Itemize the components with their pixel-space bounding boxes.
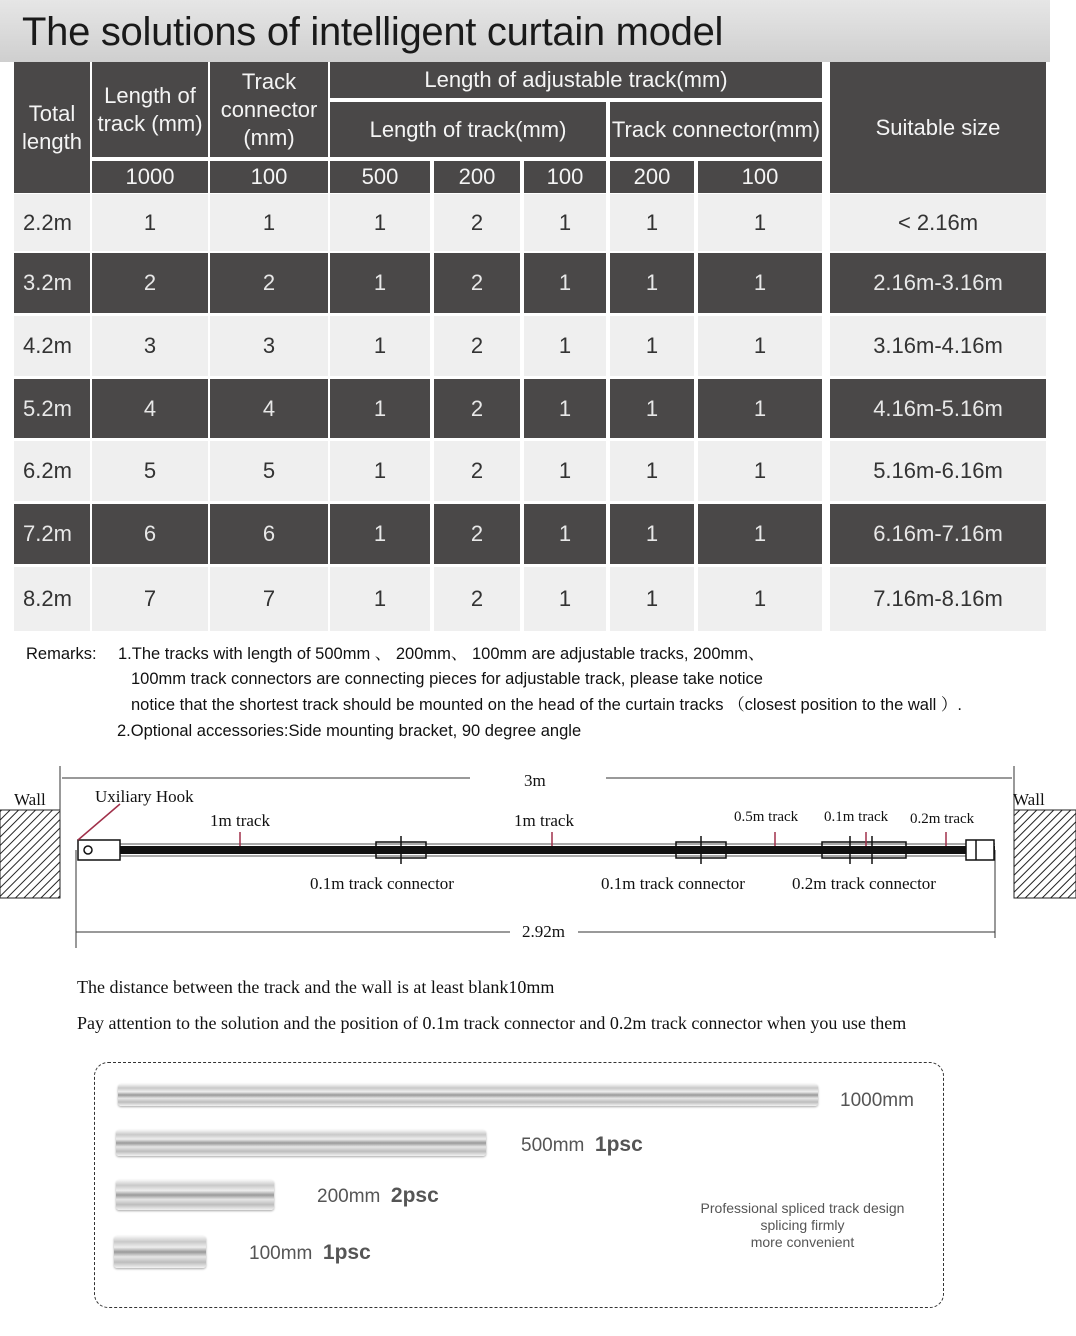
remarks-line-4: 2.Optional accessories:Side mounting bracket, 90 degree angle (117, 722, 582, 740)
table-cell: 1 (330, 567, 430, 631)
header-adj-track-connector: Track connector(mm) (610, 102, 822, 157)
subheader-cell: 100 (210, 161, 328, 193)
slogan (690, 1200, 915, 1251)
hook-label: Uxiliary Hook (95, 787, 194, 806)
subheader-cell: 200 (434, 161, 520, 193)
title-bar (0, 0, 1050, 62)
row-suitable-size: 3.16m-4.16m (830, 316, 1046, 376)
header-track-connector: Track connector (mm) (210, 62, 328, 157)
table-cell: 1 (330, 316, 430, 376)
row-suitable-size: 5.16m-6.16m (830, 441, 1046, 501)
rail-200mm (116, 1180, 274, 1210)
table-cell: 1 (92, 194, 208, 251)
row-total-length: 4.2m (14, 316, 90, 376)
subheader-cell: 100 (698, 161, 822, 193)
track-02-label: 0.2m track (910, 811, 975, 827)
wall-right-label: Wall (1013, 790, 1045, 809)
header-total-length: Total length (14, 62, 90, 193)
table-cell: 3 (210, 316, 328, 376)
table-cell: 1 (330, 441, 430, 501)
table-cell: 2 (434, 504, 520, 564)
rail-500mm (116, 1130, 486, 1156)
table-cell: 1 (524, 567, 606, 631)
solutions-table (14, 62, 1046, 632)
table-cell: 1 (610, 504, 694, 564)
table-cell: 1 (610, 379, 694, 438)
table-cell: 1 (610, 194, 694, 251)
track-500-length: 500mm (521, 1135, 585, 1156)
table-cell: 2 (210, 253, 328, 313)
table-cell: 1 (698, 567, 822, 631)
table-cell: 1 (524, 441, 606, 501)
track-200-label (317, 1184, 439, 1208)
table-cell: 1 (330, 194, 430, 251)
table-cell: 7 (92, 567, 208, 631)
table-cell: 1 (698, 441, 822, 501)
table-cell: 1 (698, 253, 822, 313)
connector-01-label-a: 0.1m track connector (310, 874, 454, 893)
track-100-label (249, 1241, 371, 1265)
subheader-cell: 500 (330, 161, 430, 193)
slogan-line-1: Professional spliced track design (700, 1200, 905, 1216)
row-total-length: 8.2m (14, 567, 90, 631)
remarks-line-1: 1.The tracks with length of 500mm 、 200mm、 100mm are adjustable tracks, 200mm、 (118, 645, 765, 663)
slogan-line-3: more convenient (750, 1234, 855, 1250)
note-connector-position: Pay attention to the solution and the position of 0.1m track connector and 0.2m track connector when you use them (77, 1013, 907, 1033)
remarks-line-2: 100mm track connectors are connecting pieces for adjustable track, please take notice (131, 670, 763, 688)
note-wall-distance: The distance between the track and the wall is at least blank10mm (77, 977, 555, 997)
table-cell: 1 (330, 504, 430, 564)
wall-right-shape (1014, 810, 1076, 898)
row-total-length: 3.2m (14, 253, 90, 313)
table-cell: 1 (524, 253, 606, 313)
header-length-of-track: Length of track (mm) (92, 62, 208, 157)
table-cell: 3 (92, 316, 208, 376)
table-cell: 4 (92, 379, 208, 438)
slogan-line-2: splicing firmly (760, 1217, 845, 1233)
table-cell: 2 (434, 567, 520, 631)
subheader-cell: 100 (524, 161, 606, 193)
remarks-line-3: notice that the shortest track should be mounted on the head of the curtain tracks （closest position to the wall ）. (131, 696, 962, 714)
table-cell: 5 (92, 441, 208, 501)
table-cell: 2 (434, 316, 520, 376)
row-suitable-size: 7.16m-8.16m (830, 567, 1046, 631)
row-suitable-size: 6.16m-7.16m (830, 504, 1046, 564)
track-500-qty: 1psc (594, 1133, 643, 1156)
table-cell: 6 (210, 504, 328, 564)
remarks-label: Remarks: (26, 645, 97, 663)
track-05-label: 0.5m track (734, 809, 799, 825)
track-100-qty: 1psc (322, 1241, 371, 1264)
table-cell: 1 (330, 253, 430, 313)
row-total-length: 5.2m (14, 379, 90, 438)
table-cell: 1 (524, 504, 606, 564)
table-cell: 6 (92, 504, 208, 564)
track-01-label: 0.1m track (824, 809, 889, 825)
bottom-dimension-label: 2.92m (522, 922, 565, 941)
track-1m-label-a: 1m track (210, 811, 270, 830)
connector-02-label: 0.2m track connector (792, 874, 936, 893)
track-200-qty: 2psc (390, 1184, 439, 1207)
rail-100mm (114, 1236, 206, 1268)
row-suitable-size: 4.16m-5.16m (830, 379, 1046, 438)
row-total-length: 7.2m (14, 504, 90, 564)
table-cell: 1 (524, 316, 606, 376)
row-suitable-size: < 2.16m (830, 194, 1046, 251)
header-adjustable-track: Length of adjustable track(mm) (330, 62, 822, 98)
wall-left-label: Wall (14, 790, 46, 809)
header-adj-length-of-track: Length of track(mm) (330, 102, 606, 157)
track-100-length: 100mm (249, 1243, 313, 1264)
track-1m-label-b: 1m track (514, 811, 574, 830)
row-total-length: 2.2m (14, 194, 90, 251)
track-500-label (521, 1133, 643, 1157)
table-cell: 1 (524, 379, 606, 438)
track-1000-length: 1000mm (840, 1090, 914, 1111)
table-cell: 2 (434, 441, 520, 501)
table-cell: 2 (434, 253, 520, 313)
rail-1000mm (118, 1084, 818, 1106)
table-cell: 1 (610, 316, 694, 376)
table-cell: 1 (524, 194, 606, 251)
subheader-cell: 200 (610, 161, 694, 193)
row-total-length: 6.2m (14, 441, 90, 501)
wall-left-shape (0, 810, 60, 898)
table-cell: 1 (698, 379, 822, 438)
table-cell: 5 (210, 441, 328, 501)
table-cell: 1 (698, 504, 822, 564)
table-cell: 4 (210, 379, 328, 438)
subheader-cell: 1000 (92, 161, 208, 193)
right-end-cap (966, 840, 994, 860)
table-cell: 2 (92, 253, 208, 313)
table-cell: 2 (434, 379, 520, 438)
table-cell: 1 (610, 567, 694, 631)
table-cell: 1 (210, 194, 328, 251)
top-dimension-label: 3m (524, 771, 546, 790)
header-suitable-size: Suitable size (830, 62, 1046, 193)
track-bar (80, 846, 995, 854)
track-200-length: 200mm (317, 1186, 381, 1207)
table-cell: 1 (698, 316, 822, 376)
row-suitable-size: 2.16m-3.16m (830, 253, 1046, 313)
table-cell: 1 (330, 379, 430, 438)
table-cell: 1 (610, 253, 694, 313)
table-cell: 2 (434, 194, 520, 251)
table-cell: 7 (210, 567, 328, 631)
page-title: The solutions of intelligent curtain model (22, 10, 724, 54)
connector-01-label-b: 0.1m track connector (601, 874, 745, 893)
table-cell: 1 (610, 441, 694, 501)
track-1000-label (840, 1090, 914, 1112)
table-cell: 1 (698, 194, 822, 251)
